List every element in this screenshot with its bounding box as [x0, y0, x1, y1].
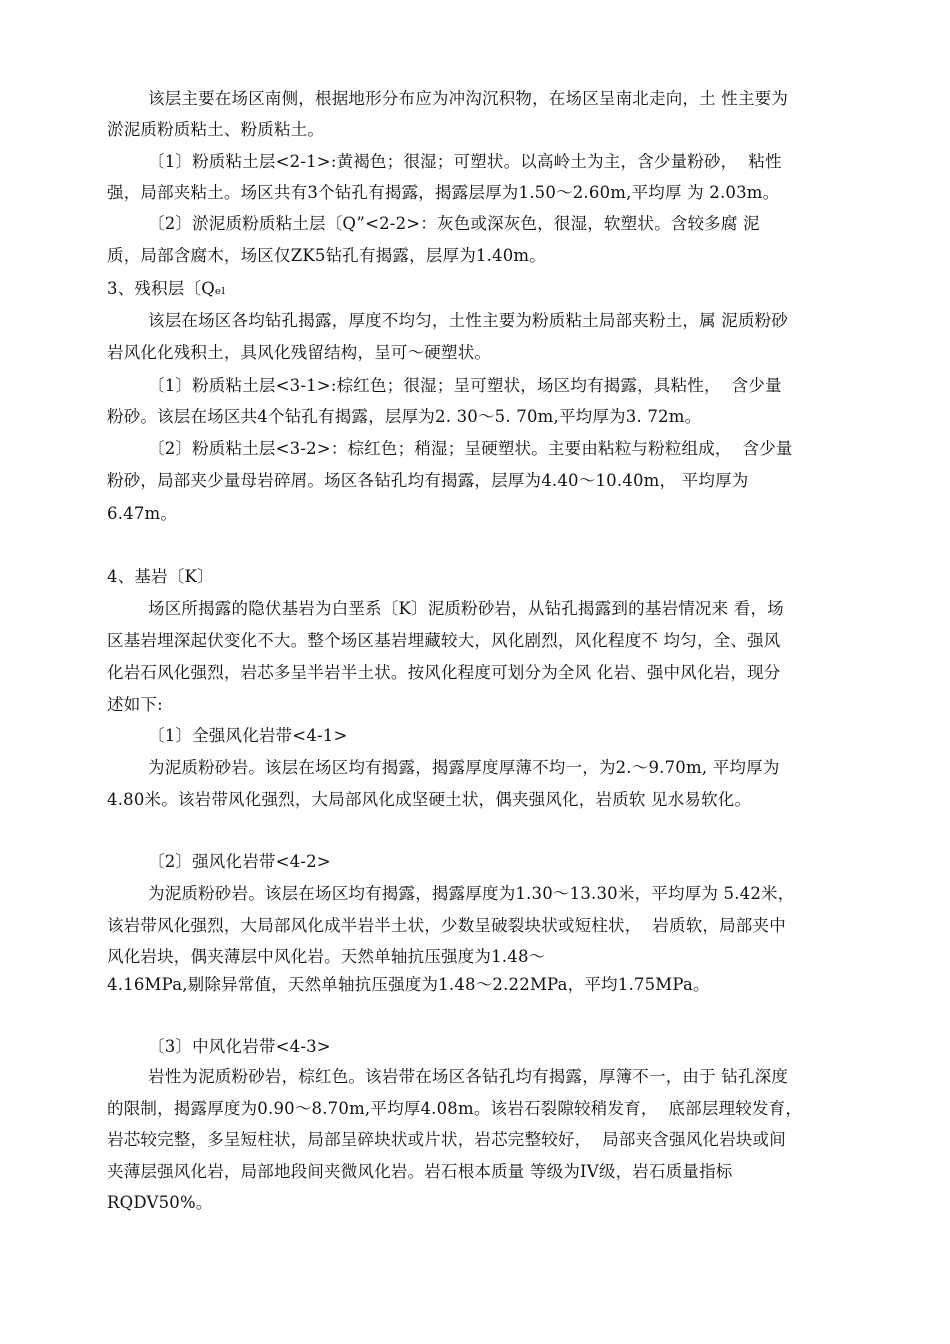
text-line: 化岩石风化强烈，岩芯多呈半岩半土状。按风化程度可划分为全风 化岩、强中风化岩，现分	[107, 663, 781, 682]
text-line: 4.16MPa,剔除异常值，天然单轴抗压强度为1.48〜2.22MPa，平均1.75MPa。	[107, 975, 710, 994]
text-line: 6.47m。	[107, 504, 178, 523]
text-line: 岩风化化残积土，具风化残留结构，呈可〜硬塑状。	[107, 343, 492, 362]
text-line: 〔1〕粉质粘土层<2-1>:黄褐色；很湿；可塑状。以高岭土为主，含少量粉砂， 粘性	[148, 152, 782, 171]
section-heading: 4、基岩〔K〕	[107, 567, 214, 586]
text-line: 该层主要在场区南侧，根据地形分布应为冲沟沉积物，在场区呈南北走向，土 性主要为	[148, 89, 789, 108]
text-line: 为泥质粉砂岩。该层在场区均有揭露，揭露厚度厚薄不均一，为2.〜9.70m, 平均厚为	[148, 758, 780, 777]
text-line: 述如下:	[107, 695, 163, 714]
text-line: 夹薄层强风化岩，局部地段间夹微风化岩。岩石根本质量 等级为IV级，岩石质量指标	[107, 1162, 733, 1181]
text-line: 强，局部夹粘土。场区共有3个钻孔有揭露，揭露层厚为1.50〜2.60m,平均厚 为 2.03m。	[107, 183, 780, 202]
text-line: 4.80米。该岩带风化强烈，大局部风化成坚硬土状，偶夹强风化，岩质软 见水易软化。	[107, 790, 752, 809]
text-line: 岩芯较完整，多呈短柱状，局部呈碎块状或片状，岩芯完整较好， 局部夹含强风化岩块或间	[107, 1130, 786, 1149]
text-line: 粉砂。该层在场区共4个钻孔有揭露，层厚为2. 30〜5. 70m,平均厚为3. 72m。	[107, 407, 702, 426]
subsection-heading: 〔3〕中风化岩带<4-3>	[148, 1037, 331, 1056]
text-line: 质，局部含腐木，场区仅ZK5钻孔有揭露，层厚为1.40m。	[107, 246, 546, 265]
section-heading: 3、残积层〔Qₑₗ	[107, 279, 226, 298]
text-line: 〔2〕粉质粘土层<3-2>：棕红色；稍湿；呈硬塑状。主要由粘粒与粉粒组成， 含少量	[148, 439, 793, 458]
text-line: 〔2〕淤泥质粉质粘土层〔Q”<2-2>：灰色或深灰色，很湿，软塑状。含较多腐 泥	[148, 214, 760, 233]
text-line: 淤泥质粉质粘土、粉质粘土。	[107, 120, 325, 139]
text-line: 该岩带风化强烈，大局部风化成半岩半土状，少数呈破裂块状或短柱状， 岩质软，局部夹中	[107, 916, 786, 935]
text-line: 〔1〕粉质粘土层<3-1>:棕红色；很湿；呈可塑状，场区均有揭露，具粘性， 含少量	[148, 376, 782, 395]
subsection-heading: 〔2〕强风化岩带<4-2>	[148, 852, 331, 871]
text-line: 场区所揭露的隐伏基岩为白垩系〔K〕泥质粉砂岩，从钻孔揭露到的基岩情况来 看，场	[148, 599, 784, 618]
text-line: 区基岩埋深起伏变化不大。整个场区基岩埋藏较大，风化剧烈，风化程度不 均匀，全、强风	[107, 631, 781, 650]
text-line: 为泥质粉砂岩。该层在场区均有揭露，揭露厚度为1.30〜13.30米，平均厚为 5.42米，	[148, 884, 795, 903]
subsection-heading: 〔1〕全强风化岩带<4-1>	[148, 726, 348, 745]
text-line: 粉砂，局部夹少量母岩碎屑。场区各钻孔均有揭露，层厚为4.40〜10.40m， 平均厚为	[107, 471, 749, 490]
text-line: 该层在场区各均钻孔揭露，厚度不均匀，土性主要为粉质粘土局部夹粉土，属 泥质粉砂	[148, 311, 789, 330]
text-line: 的限制，揭露厚度为0.90〜8.70m,平均厚4.08m。该岩石裂隙较稍发育， 底部层理较发育，	[107, 1099, 803, 1118]
text-line: 岩性为泥质粉砂岩，棕红色。该岩带在场区各钻孔均有揭露，厚簿不一，由于 钻孔深度	[148, 1067, 789, 1086]
text-line: 风化岩块，偶夹薄层中风化岩。天然单轴抗压强度为1.48〜	[107, 947, 546, 966]
text-line: RQDV50%。	[107, 1193, 213, 1212]
